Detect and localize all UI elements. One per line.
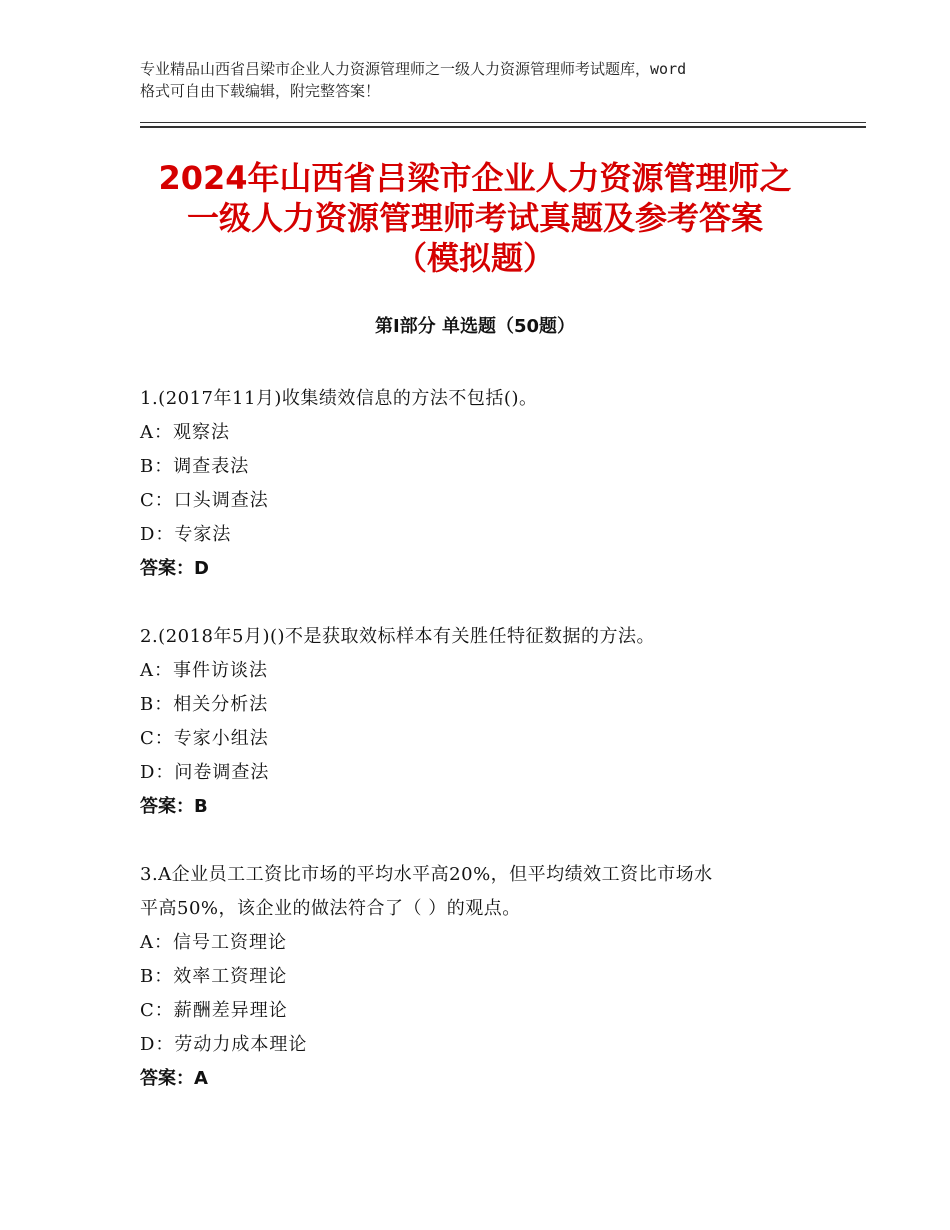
option-c: C：薪酬差异理论 xyxy=(140,1000,288,1021)
title-line-3: （模拟题） xyxy=(394,239,555,277)
option-b: B：调查表法 xyxy=(140,456,250,477)
question-text-line-2: 平高50%，该企业的做法符合了（ ）的观点。 xyxy=(140,898,521,919)
option-b: B：效率工资理论 xyxy=(140,966,288,987)
answer: 答案：B xyxy=(140,796,208,817)
title-line-1: 2024年山西省吕梁市企业人力资源管理师之 xyxy=(158,159,792,197)
answer: 答案：D xyxy=(140,558,209,579)
option-b: B：相关分析法 xyxy=(140,694,269,715)
document-title xyxy=(110,158,840,278)
header-divider xyxy=(140,122,866,128)
question-list xyxy=(140,382,820,1130)
answer: 答案：A xyxy=(140,1068,208,1089)
header-note xyxy=(140,58,820,102)
option-a: A：事件访谈法 xyxy=(140,660,268,681)
header-note-line-1: 专业精品山西省吕梁市企业人力资源管理师之一级人力资源管理师考试题库，word xyxy=(140,60,687,78)
option-a: A：观察法 xyxy=(140,422,230,443)
title-line-2: 一级人力资源管理师考试真题及参考答案 xyxy=(186,199,763,237)
question-text: 1.(2017年11月)收集绩效信息的方法不包括()。 xyxy=(140,388,538,409)
option-d: D：专家法 xyxy=(140,524,232,545)
question-1 xyxy=(140,382,820,586)
option-d: D：劳动力成本理论 xyxy=(140,1034,308,1055)
option-c: C：专家小组法 xyxy=(140,728,269,749)
question-text-line-1: 3.A企业员工工资比市场的平均水平高20%，但平均绩效工资比市场水 xyxy=(140,864,713,885)
option-a: A：信号工资理论 xyxy=(140,932,287,953)
header-note-line-2: 格式可自由下载编辑，附完整答案！ xyxy=(140,82,381,100)
question-2 xyxy=(140,620,820,824)
question-3 xyxy=(140,858,820,1096)
question-text: 2.(2018年5月)()不是获取效标样本有关胜任特征数据的方法。 xyxy=(140,626,656,647)
option-c: C：口头调查法 xyxy=(140,490,269,511)
section-title: 第Ⅰ部分 单选题（50题） xyxy=(374,316,575,337)
option-d: D：问卷调查法 xyxy=(140,762,270,783)
